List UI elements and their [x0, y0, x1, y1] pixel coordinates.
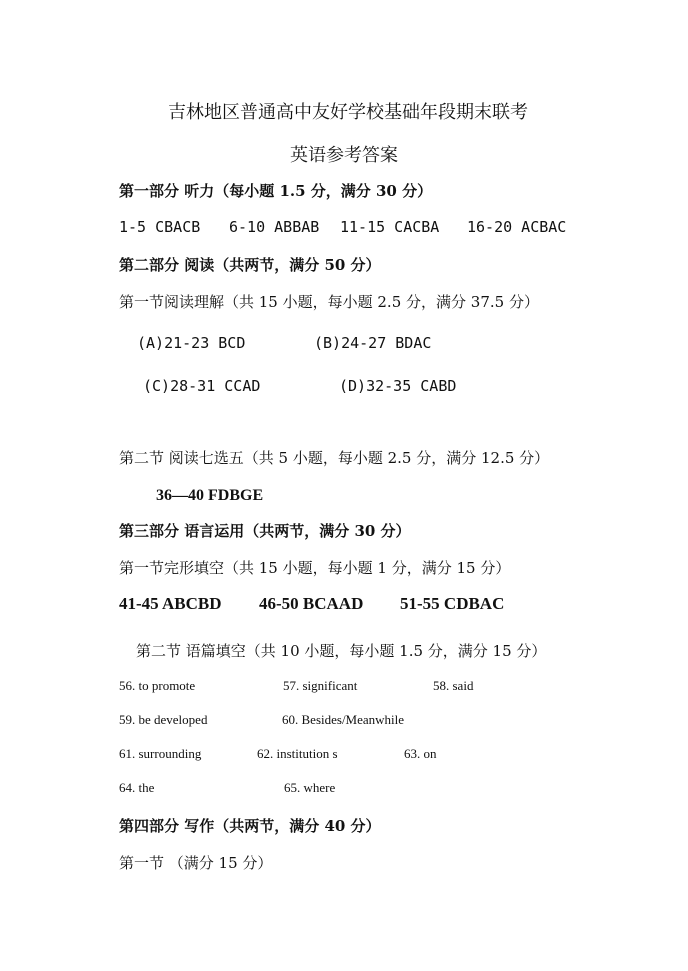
seven-choose-five-answer: 36—40 FDBGE — [156, 487, 264, 504]
cloze-answer-2: 46-50 BCAAD — [259, 594, 364, 613]
part1-answer-2: 6-10 ABBAB — [229, 218, 320, 236]
reading-answer-c: (C)28-31 CCAD — [143, 377, 261, 395]
grammar-answer-57: 57. significant — [283, 678, 358, 693]
grammar-answer-63: 63. on — [404, 746, 437, 761]
grammar-answer-56: 56. to promote — [119, 678, 196, 693]
grammar-answer-65: 65. where — [284, 780, 336, 795]
part3-heading: 第三部分 语言运用（共两节，满分 30 分） — [119, 522, 411, 540]
grammar-answer-62: 62. institution s — [257, 746, 338, 761]
document-subtitle: 英语参考答案 — [290, 145, 398, 166]
part4-section1-heading: 第一节 （满分 15 分） — [119, 854, 273, 872]
grammar-answer-58: 58. said — [433, 678, 474, 693]
part2-section1-heading: 第一节阅读理解（共 15 小题，每小题 2.5 分，满分 37.5 分） — [119, 293, 539, 311]
grammar-answer-60: 60. Besides/Meanwhile — [282, 712, 405, 727]
part2-section2-heading: 第二节 阅读七选五（共 5 小题，每小题 2.5 分，满分 12.5 分） — [119, 449, 550, 467]
part3-section2-heading: 第二节 语篇填空（共 10 小题，每小题 1.5 分，满分 15 分） — [136, 642, 547, 660]
document-title: 吉林地区普通高中友好学校基础年段期末联考 — [168, 102, 528, 123]
grammar-answer-59: 59. be developed — [119, 712, 208, 727]
part1-heading: 第一部分 听力（每小题 1.5 分，满分 30 分） — [119, 182, 433, 200]
part1-answer-3: 11-15 CACBA — [340, 218, 440, 236]
cloze-answer-1: 41-45 ABCBD — [119, 594, 222, 613]
part3-section1-heading: 第一节完形填空（共 15 小题，每小题 1 分，满分 15 分） — [119, 559, 511, 577]
cloze-answer-3: 51-55 CDBAC — [400, 594, 505, 613]
part4-heading: 第四部分 写作（共两节，满分 40 分） — [119, 817, 381, 835]
part1-answer-4: 16-20 ACBAC — [467, 218, 567, 236]
grammar-answer-64: 64. the — [119, 780, 155, 795]
part1-answer-1: 1-5 CBACB — [119, 218, 201, 236]
reading-answer-a: (A)21-23 BCD — [137, 334, 246, 352]
reading-answer-d: (D)32-35 CABD — [339, 377, 457, 395]
part2-heading: 第二部分 阅读（共两节，满分 50 分） — [119, 256, 381, 274]
grammar-answer-61: 61. surrounding — [119, 746, 202, 761]
reading-answer-b: (B)24-27 BDAC — [314, 334, 432, 352]
